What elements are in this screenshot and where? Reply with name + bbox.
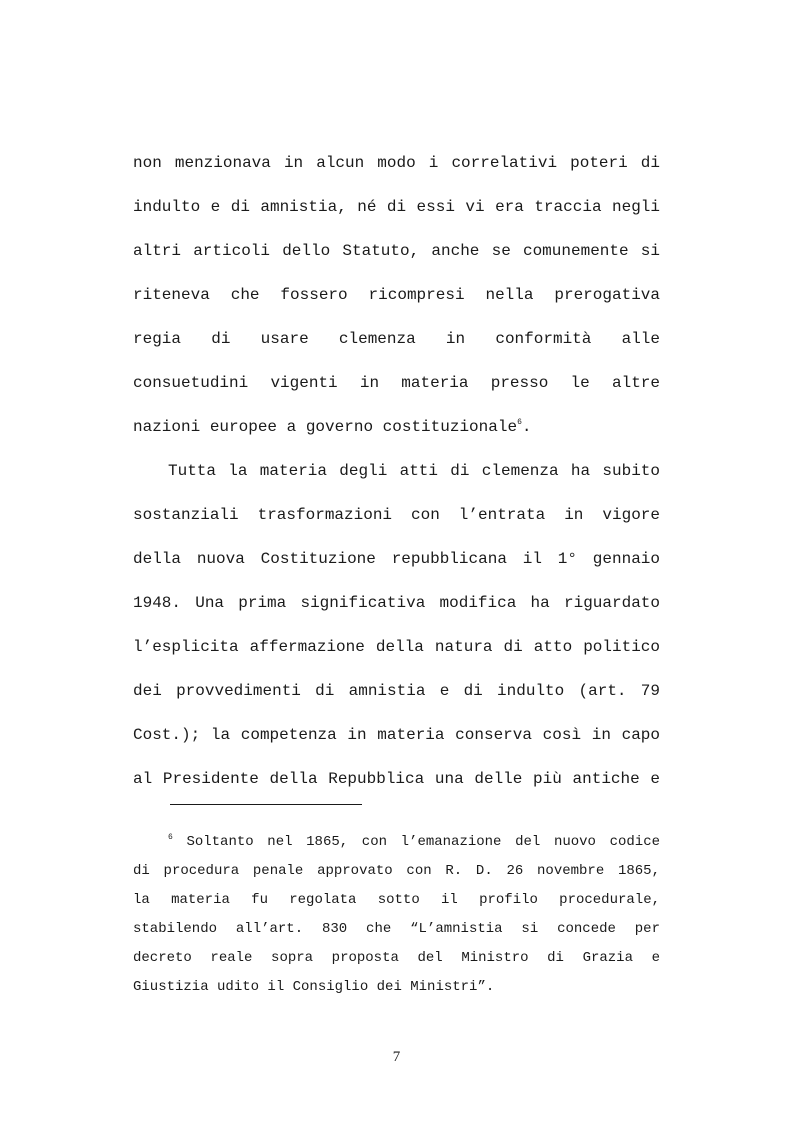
body-line: 1948. Una prima significativa modifica ha riguardato (133, 594, 660, 612)
footnote-reference[interactable]: 6 (517, 418, 522, 427)
sentence-period: . (521, 418, 532, 436)
body-text: nazioni europee a governo costituzionale (133, 418, 518, 436)
body-line: altri articoli dello Statuto, anche se comunemente si (133, 242, 660, 260)
body-line: l’esplicita affermazione della natura di atto politico (133, 638, 660, 656)
body-line: dei provvedimenti di amnistia e di indulto (art. 79 (133, 682, 660, 700)
body-line-with-footnote-ref (133, 417, 660, 437)
footnote-line: di procedura penale approvato con R. D. 26 novembre 1865, (133, 863, 660, 879)
footnote-line: Giustizia udito il Consiglio dei Ministri”. (133, 979, 495, 995)
body-line: non menzionava in alcun modo i correlativi poteri di (133, 154, 660, 172)
body-line: al Presidente della Repubblica una delle più antiche e (133, 770, 660, 788)
footnote-line: stabilendo all’art. 830 che “L’amnistia si concede per (133, 921, 660, 937)
body-line: indulto e di amnistia, né di essi vi era traccia negli (133, 198, 660, 216)
body-line: regia di usare clemenza in conformità alle (133, 330, 660, 348)
footnote-separator (170, 804, 362, 805)
footnote-marker: 6 (168, 833, 173, 842)
footnote-line (168, 833, 660, 851)
body-line: sostanziali trasformazioni con l’entrata in vigore (133, 506, 660, 524)
footnote-line: decreto reale sopra proposta del Ministro di Grazia e (133, 950, 660, 966)
footnote-line: la materia fu regolata sotto il profilo procedurale, (133, 892, 660, 908)
body-line: consuetudini vigenti in materia presso le altre (133, 374, 660, 392)
body-line: della nuova Costituzione repubblicana il 1° gennaio (133, 550, 660, 568)
paragraph-first-line: Tutta la materia degli atti di clemenza ha subito (168, 462, 660, 480)
body-line: riteneva che fossero ricompresi nella prerogativa (133, 286, 660, 304)
page-number: 7 (392, 1049, 401, 1065)
footnote-text: Soltanto nel 1865, con l’emanazione del nuovo codice (186, 834, 660, 850)
body-line: Cost.); la competenza in materia conserva così in capo (133, 726, 660, 744)
